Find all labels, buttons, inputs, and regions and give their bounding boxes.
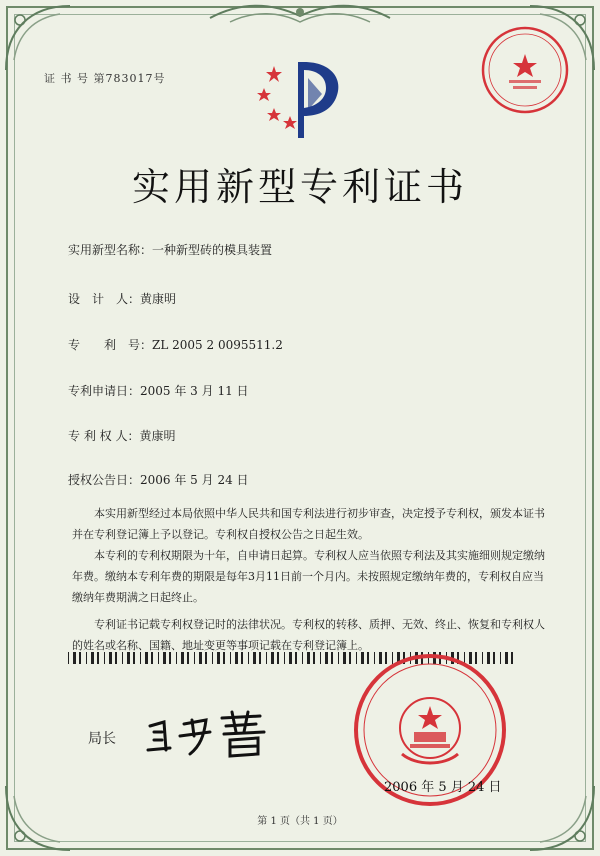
barcode-bar — [223, 652, 225, 664]
barcode-bar — [194, 652, 195, 664]
field-patent-number — [68, 336, 283, 353]
barcode-bar — [295, 652, 297, 664]
barcode-bar — [187, 652, 189, 664]
certificate-number: 证 书 号 第783017号 — [44, 72, 166, 85]
barcode-bar — [163, 652, 166, 664]
barcode-bar — [338, 652, 339, 664]
barcode-bar — [199, 652, 202, 664]
top-ornament — [200, 0, 400, 30]
barcode-bar — [307, 652, 310, 664]
barcode-bar — [169, 652, 171, 664]
corner-ornament-top-left — [0, 0, 80, 80]
barcode-bar — [248, 652, 249, 664]
barcode-bar — [205, 652, 207, 664]
barcode-bar — [271, 652, 274, 664]
barcode-bar — [331, 652, 333, 664]
barcode-bar — [158, 652, 159, 664]
barcode-bar — [115, 652, 117, 664]
barcode-bar — [176, 652, 177, 664]
field-patentee — [68, 427, 175, 444]
barcode-bar — [289, 652, 292, 664]
certificate-title: 实用新型专利证书 — [131, 165, 468, 209]
field-label: 实用新型名称： — [68, 243, 153, 257]
barcode-bar — [145, 652, 148, 664]
field-value: 2005 年 3 月 11 日 — [140, 384, 249, 398]
barcode-bar — [302, 652, 303, 664]
body-paragraph: 本专利的专利权期限为十年，自申请日起算。专利权人应当依照专利法及其实施细则规定缴纳年费。缴纳本专利年费的期限是每年3月11日前一个月内。未按照规定缴纳年费的，专利权自应当缴纳年费期满之日起终止。 — [72, 549, 545, 604]
barcode-bar — [104, 652, 105, 664]
field-label: 专利申请日： — [68, 384, 141, 398]
barcode-bar — [212, 652, 213, 664]
barcode-bar — [253, 652, 256, 664]
barcode-bar — [73, 652, 76, 664]
body-text — [72, 503, 550, 656]
field-value: 一种新型砖的模具装置 — [152, 243, 273, 257]
field-label: 设 计 人： — [68, 292, 141, 306]
barcode-bar — [217, 652, 220, 664]
barcode-bar — [511, 652, 513, 664]
barcode-bar — [140, 652, 141, 664]
barcode-bar — [97, 652, 99, 664]
page-number: 第 1 页（共 1 页） — [257, 816, 343, 827]
barcode-bar — [325, 652, 328, 664]
field-value: 黄康明 — [139, 429, 176, 443]
barcode-bar — [259, 652, 261, 664]
field-grant-date — [68, 471, 249, 488]
body-paragraph: 本实用新型经过本局依照中华人民共和国专利法进行初步审查，决定授予专利权，颁发本证书并在专利登记簿上予以登记。专利权自授权公告之日起生效。 — [72, 507, 545, 541]
field-value: 2006 年 5 月 24 日 — [140, 473, 249, 487]
field-utility-model-name — [68, 241, 272, 258]
field-value: 黄康明 — [140, 292, 177, 306]
barcode-bar — [109, 652, 112, 664]
director-label: 局长 — [88, 731, 116, 747]
barcode-bar — [277, 652, 279, 664]
barcode-bar — [79, 652, 81, 664]
barcode-bar — [241, 652, 243, 664]
barcode-bar — [122, 652, 123, 664]
field-label: 授权公告日： — [68, 473, 141, 487]
barcode-bar — [151, 652, 153, 664]
barcode-bar — [235, 652, 238, 664]
barcode-bar — [133, 652, 135, 664]
barcode-bar — [91, 652, 94, 664]
barcode-bar — [230, 652, 231, 664]
field-application-date — [68, 382, 249, 399]
barcode-bar — [68, 652, 69, 664]
issue-date: 2006 年 5 月 24 日 — [384, 780, 502, 795]
barcode-bar — [86, 652, 87, 664]
body-paragraph: 专利证书记载专利权登记时的法律状况。专利权的转移、质押、无效、终止、恢复和专利权人的姓名或名称、国籍、地址变更等事项记载在专利登记簿上。 — [72, 618, 545, 652]
barcode-bar — [320, 652, 321, 664]
field-label: 专 利 权 人： — [68, 429, 140, 443]
barcode-bar — [127, 652, 130, 664]
barcode-bar — [266, 652, 267, 664]
director-signature — [140, 706, 280, 760]
field-label: 专 利 号： — [68, 338, 153, 352]
field-designer — [68, 290, 176, 307]
barcode-bar — [284, 652, 285, 664]
barcode-bar — [181, 652, 184, 664]
barcode-bar — [343, 652, 346, 664]
patent-office-logo-icon — [252, 54, 352, 144]
agency-seal-icon — [479, 24, 571, 116]
field-value: ZL 2005 2 0095511.2 — [152, 338, 283, 352]
barcode-bar — [313, 652, 315, 664]
